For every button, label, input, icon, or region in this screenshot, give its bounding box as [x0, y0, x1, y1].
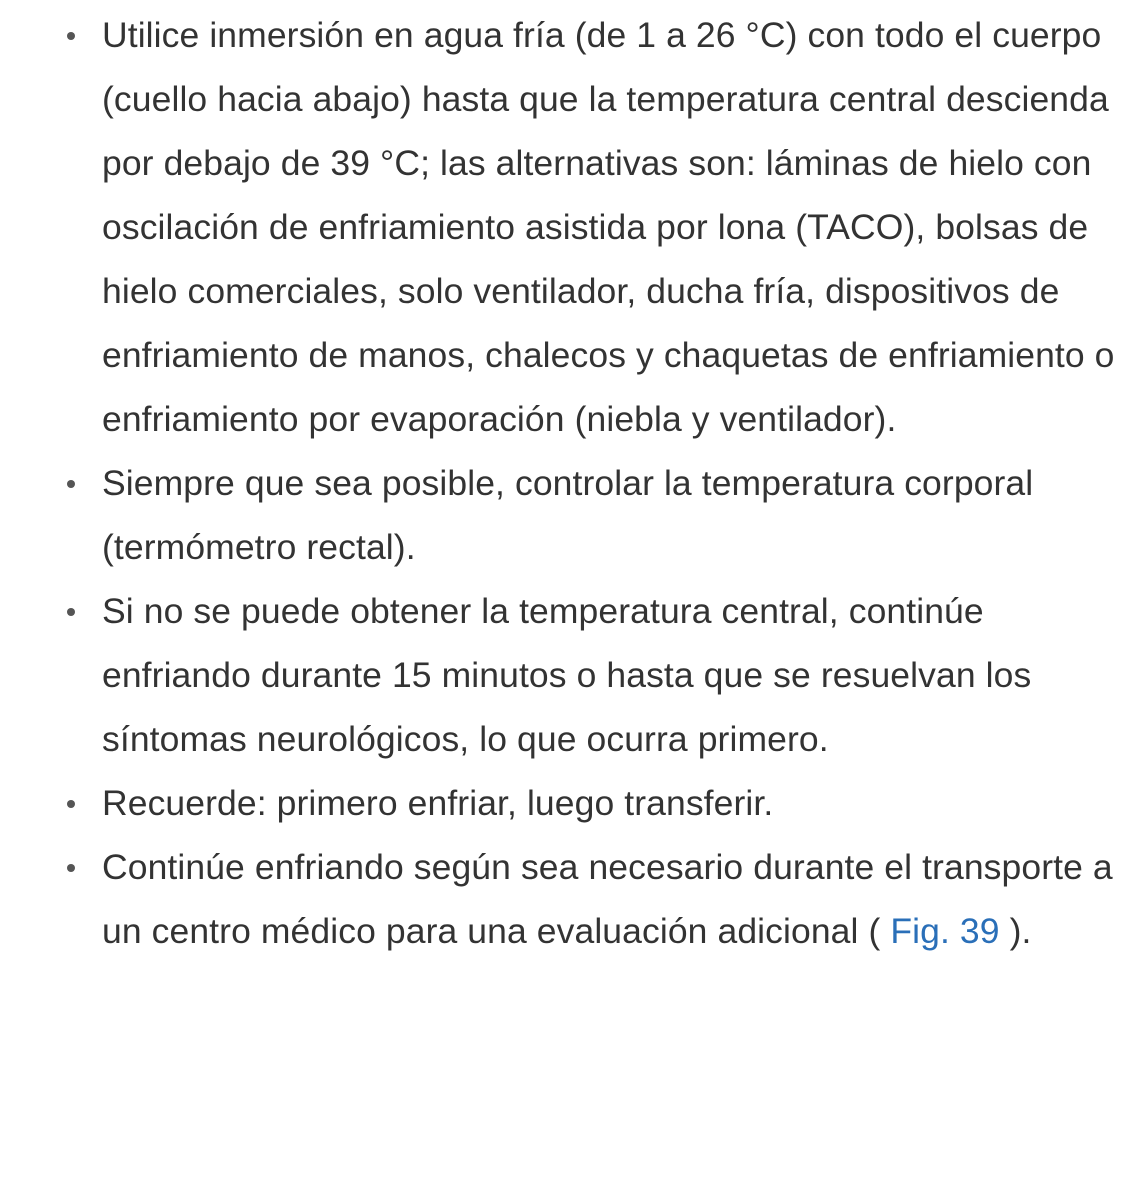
list-item-text-after: ). — [1009, 911, 1032, 951]
list-item-text: Si no se puede obtener la temperatura central, continúe enfriando durante 15 minutos o hasta que se resuelvan los síntomas neurológicos, lo que ocurra primero. — [102, 591, 1032, 759]
bullet-icon — [67, 864, 75, 872]
bullet-icon — [67, 32, 75, 40]
list-item — [0, 579, 1146, 771]
list-item-text: Recuerde: primero enfriar, luego transferir. — [102, 783, 774, 823]
list-item-text: Siempre que sea posible, controlar la temperatura corporal (termómetro rectal). — [102, 463, 1034, 567]
bullet-list — [0, 3, 1146, 963]
bullet-icon — [67, 480, 75, 488]
figure-link[interactable]: Fig. 39 — [890, 911, 1000, 951]
list-item — [0, 451, 1146, 579]
list-item-text-before: Continúe enfriando según sea necesario durante el transporte a un centro médico para una evaluación adicional ( — [102, 847, 1113, 951]
list-item — [0, 835, 1146, 963]
bullet-icon — [67, 800, 75, 808]
list-item-text: Utilice inmersión en agua fría (de 1 a 26 °C) con todo el cuerpo (cuello hacia abajo) hasta que la temperatura central descienda por debajo de 39 °C; las alternativas son: láminas de hielo con oscilación de enfriamiento asistida por lona (TACO), bolsas de hielo comerciales, solo ventilador, ducha fría, dispositivos de enfriamiento de manos, chalecos y chaquetas de enfriamiento o enfriamiento por evaporación (niebla y ventilador). — [102, 15, 1115, 439]
bullet-icon — [67, 608, 75, 616]
list-item — [0, 771, 1146, 835]
list-item — [0, 3, 1146, 451]
